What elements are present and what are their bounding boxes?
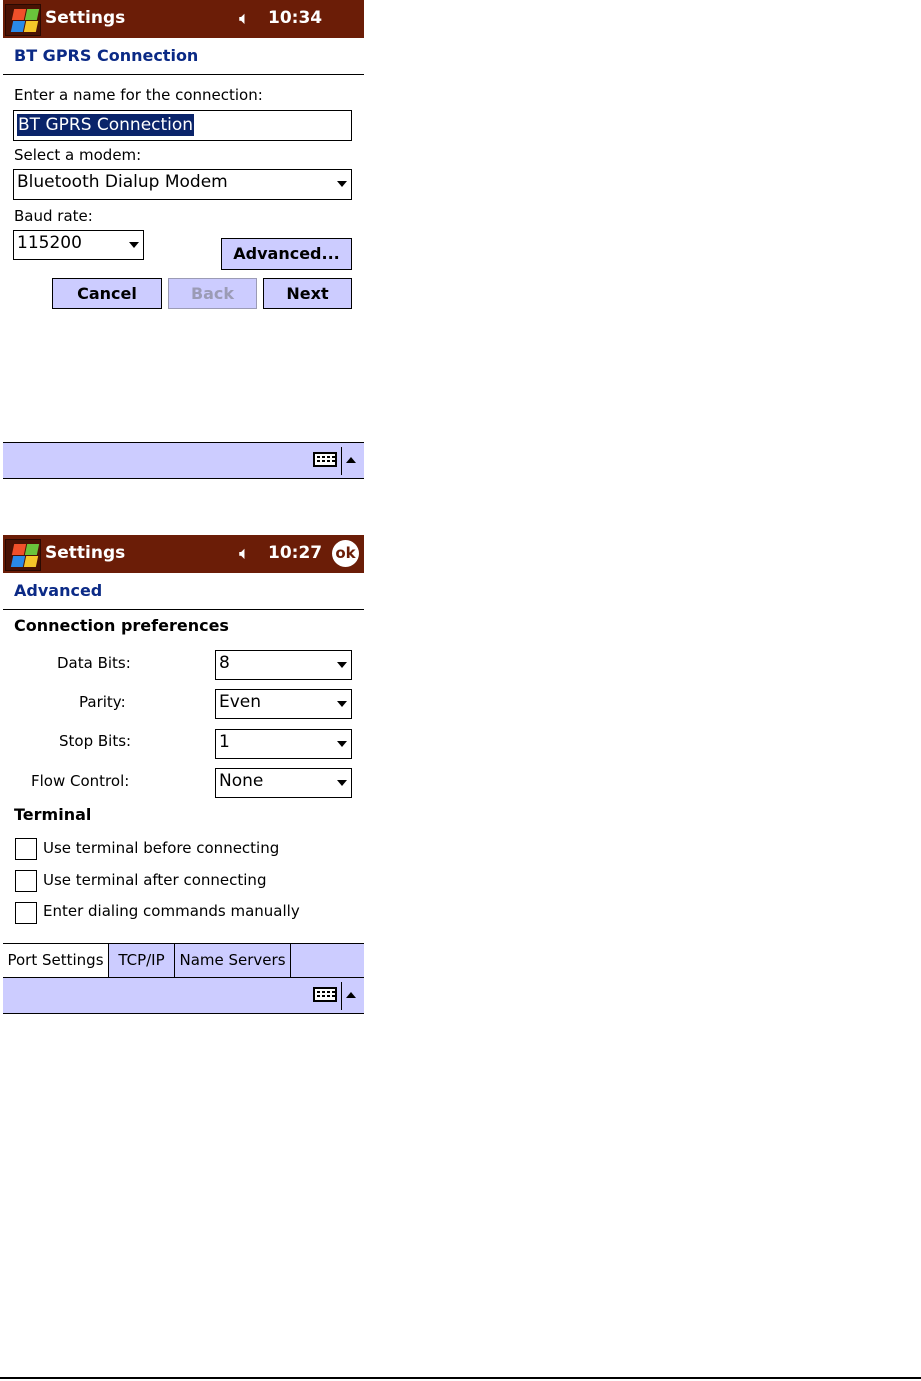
modem-select[interactable] xyxy=(13,169,352,200)
stop-bits-label: Stop Bits: xyxy=(59,732,132,750)
app-title: Settings xyxy=(45,8,126,28)
title-bar xyxy=(3,0,364,38)
modem-value: Bluetooth Dialup Modem xyxy=(17,172,228,192)
data-bits-value: 8 xyxy=(219,653,230,673)
dropdown-arrow-icon xyxy=(337,181,347,187)
advanced-button[interactable]: Advanced... xyxy=(221,238,352,270)
dropdown-arrow-icon xyxy=(129,242,139,248)
use-terminal-before-label: Use terminal before connecting xyxy=(43,839,280,857)
clock[interactable]: 10:34 xyxy=(268,8,323,28)
ok-icon[interactable]: ok xyxy=(332,540,359,567)
menu-bar xyxy=(3,977,364,1014)
cancel-button[interactable]: Cancel xyxy=(52,278,162,309)
separator xyxy=(341,447,342,475)
baud-rate-select[interactable] xyxy=(13,230,144,260)
manual-dialing-checkbox[interactable] xyxy=(15,902,37,924)
page-bottom-rule xyxy=(0,1377,921,1379)
keyboard-icon[interactable] xyxy=(313,987,337,1002)
connection-name-value: BT GPRS Connection xyxy=(18,115,194,135)
tab-port-settings[interactable]: Port Settings xyxy=(3,944,109,977)
menu-bar xyxy=(3,442,364,479)
use-terminal-after-checkbox[interactable] xyxy=(15,870,37,892)
manual-dialing-label: Enter dialing commands manually xyxy=(43,902,300,920)
divider xyxy=(3,74,364,75)
data-bits-select[interactable] xyxy=(215,650,352,680)
stop-bits-value: 1 xyxy=(219,732,230,752)
flow-control-value: None xyxy=(219,771,264,791)
speaker-muted-icon[interactable]: 🔈︎ xyxy=(239,8,250,29)
page-title: Advanced xyxy=(14,581,103,600)
baud-rate-label: Baud rate: xyxy=(14,207,93,225)
dropdown-arrow-icon xyxy=(337,741,347,747)
advanced-settings-screen xyxy=(3,535,364,1016)
bt-gprs-connection-screen xyxy=(3,0,364,481)
tab-tcp-ip[interactable]: TCP/IP xyxy=(109,944,175,977)
parity-value: Even xyxy=(219,692,262,712)
use-terminal-after-label: Use terminal after connecting xyxy=(43,871,267,889)
connection-name-label: Enter a name for the connection: xyxy=(14,86,263,104)
sip-arrow-icon[interactable] xyxy=(346,992,356,998)
parity-label: Parity: xyxy=(79,693,126,711)
speaker-muted-icon[interactable]: 🔈︎ xyxy=(239,543,250,564)
baud-rate-value: 115200 xyxy=(17,233,82,253)
clock[interactable]: 10:27 xyxy=(268,543,323,563)
parity-select[interactable] xyxy=(215,689,352,719)
windows-start-icon[interactable] xyxy=(5,4,41,36)
windows-start-icon[interactable] xyxy=(5,539,41,571)
page-title: BT GPRS Connection xyxy=(14,46,199,65)
connection-preferences-heading: Connection preferences xyxy=(14,616,229,635)
connection-name-input[interactable] xyxy=(13,110,352,141)
modem-label: Select a modem: xyxy=(14,146,142,164)
sip-arrow-icon[interactable] xyxy=(346,457,356,463)
data-bits-label: Data Bits: xyxy=(57,654,131,672)
dropdown-arrow-icon xyxy=(337,662,347,668)
tab-bar xyxy=(3,943,364,977)
back-button[interactable]: Back xyxy=(168,278,257,309)
app-title: Settings xyxy=(45,543,126,563)
separator xyxy=(341,982,342,1010)
terminal-heading: Terminal xyxy=(14,805,92,824)
dropdown-arrow-icon xyxy=(337,701,347,707)
dropdown-arrow-icon xyxy=(337,780,347,786)
use-terminal-before-checkbox[interactable] xyxy=(15,838,37,860)
flow-control-select[interactable] xyxy=(215,768,352,798)
keyboard-icon[interactable] xyxy=(313,452,337,467)
flow-control-label: Flow Control: xyxy=(31,772,130,790)
stop-bits-select[interactable] xyxy=(215,729,352,759)
next-button[interactable]: Next xyxy=(263,278,352,309)
tab-name-servers[interactable]: Name Servers xyxy=(175,944,291,977)
title-bar xyxy=(3,535,364,573)
divider xyxy=(3,609,364,610)
